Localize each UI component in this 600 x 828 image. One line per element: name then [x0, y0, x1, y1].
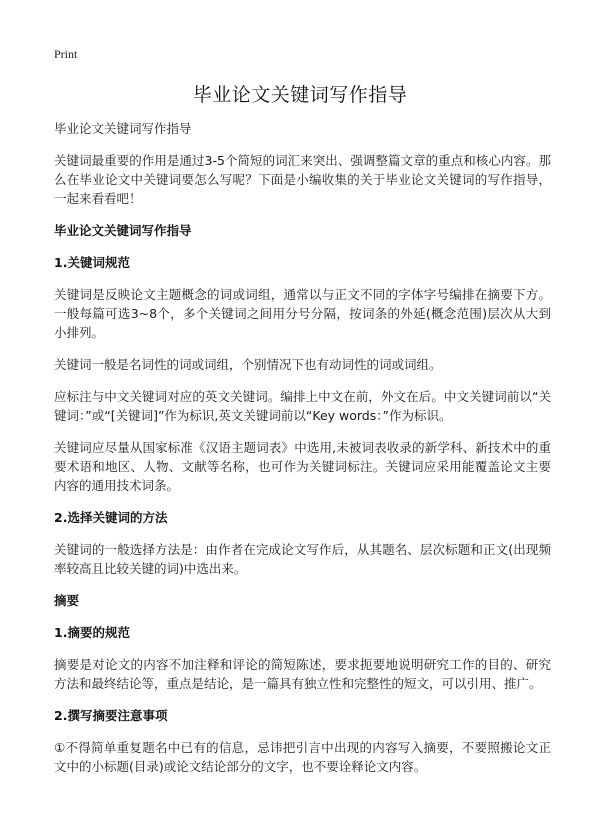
print-label: Print: [54, 47, 78, 61]
subheading-keyword-selection: 2.选择关键词的方法: [54, 510, 168, 525]
section-heading-keywords: 毕业论文关键词写作指导: [54, 223, 192, 238]
intro-paragraph: 关键词最重要的作用是通过3-5个简短的词汇来突出、强调整篇文章的重点和核心内容。那么在毕业论文中关键词要怎么写呢？下面是小编收集的关于毕业论文关键词的写作指导，一起来看看吧！: [54, 153, 551, 206]
subheading-abstract-notes: 2.撰写摘要注意事项: [54, 708, 168, 723]
section-heading-abstract: 摘要: [54, 593, 80, 608]
subheading-keyword-norms: 1.关键词规范: [54, 255, 130, 270]
keyword-norms-paragraph-4: 关键词应尽量从国家标准《汉语主题词表》中选用,未被词表收录的新学科、新技术中的重要术语和地区、人物、文献等名称，也可作为关键词标注。关键词应采用能覆盖论文主要内容的通用技术词条。: [54, 440, 551, 493]
document-body: [54, 119, 551, 789]
subtitle-paragraph: 毕业论文关键词写作指导: [54, 121, 192, 136]
keyword-norms-paragraph-2: 关键词一般是名词性的词或词组，个别情况下也有动词性的词或词组。: [54, 357, 442, 372]
keyword-norms-paragraph-1: 关键词是反映论文主题概念的词或词组，通常以与正文不同的字体字号编排在摘要下方。一般每篇可选3~8个，多个关键词之间用分号分隔，按词条的外延(概念范围)层次从大到小排列。: [54, 287, 551, 340]
abstract-notes-paragraph: ①不得简单重复题名中已有的信息，忌讳把引言中出现的内容写入摘要，不要照搬论文正文中的小标题(目录)或论文结论部分的文字，也不要诠释论文内容。: [54, 740, 551, 774]
keyword-norms-paragraph-3: 应标注与中文关键词对应的英文关键词。编排上中文在前，外文在后。中文关键词前以“关键词：”或“[关键词]”作为标识,英文关键词前以“Key words：”作为标识。: [54, 389, 551, 423]
subheading-abstract-norms: 1.摘要的规范: [54, 625, 130, 640]
abstract-norms-paragraph: 摘要是对论文的内容不加注释和评论的简短陈述，要求扼要地说明研究工作的目的、研究方法和最终结论等，重点是结论，是一篇具有独立性和完整性的短文，可以引用、推广。: [54, 657, 551, 691]
keyword-selection-paragraph: 关键词的一般选择方法是：由作者在完成论文写作后，从其题名、层次标题和正文(出现频率较高且比较关键的词)中选出来。: [54, 542, 551, 576]
page-title: 毕业论文关键词写作指导: [192, 84, 408, 106]
